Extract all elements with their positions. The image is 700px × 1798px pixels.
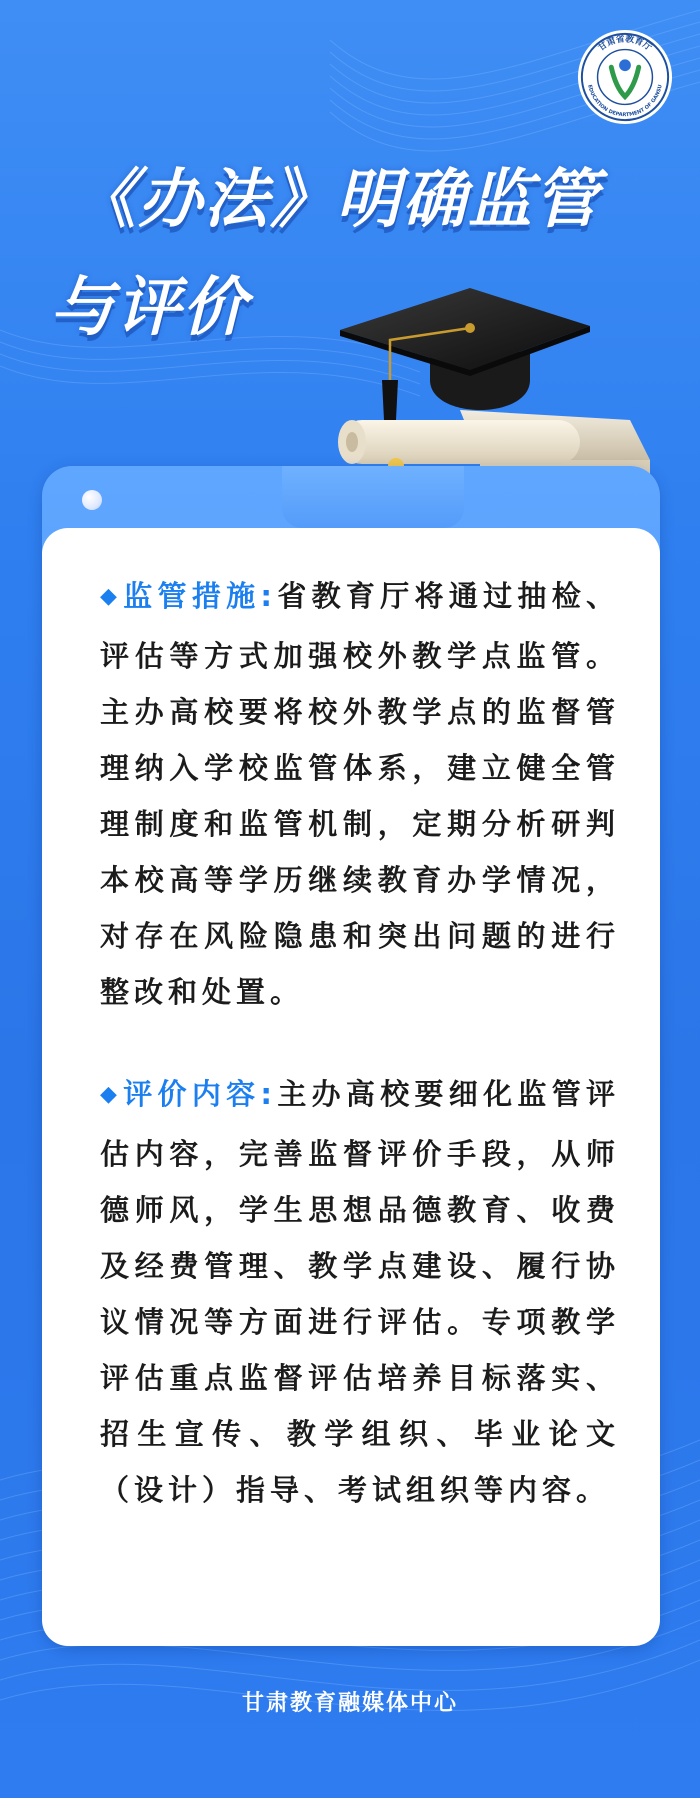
education-department-logo <box>576 28 674 126</box>
section-body: 主办高校要细化监管评估内容，完善监督评价手段，从师德师风，学生思想品德教育、收费及经费管理、教学点建设、履行协议情况等方面进行评估。专项教学评估重点监督评估培养目标落实、招生宣传、教学组织、毕业论文（设计）指导、考试组织等内容。 <box>100 1077 620 1507</box>
logo-ring-text-top: 甘肃省教育厅 <box>596 34 654 54</box>
section-heading: 评价内容: <box>123 1077 278 1111</box>
title-line-2: 与评价 <box>50 271 248 345</box>
title-line-1: 《办法》明确监管 <box>72 163 600 237</box>
footer-source: 甘肃教育融媒体中心 <box>241 1691 458 1716</box>
content-card <box>42 528 660 1646</box>
diamond-bullet-icon: ◆ <box>100 584 118 609</box>
section-evaluation <box>100 1066 620 1518</box>
logo-ring-text-bottom: EDUCATION DEPARTMENT OF GANSU <box>586 84 664 119</box>
section-heading: 监管措施: <box>123 579 278 613</box>
section-body: 省教育厅将通过抽检、评估等方式加强校外教学点监管。主办高校要将校外教学点的监督管理纳入学校监管体系，建立健全管理制度和监管机制，定期分析研判本校高等学历继续教育办学情况，对存在风险隐患和突出问题的进行整改和处置。 <box>100 579 620 1009</box>
card-top-tab <box>282 466 464 528</box>
diamond-bullet-icon: ◆ <box>100 1082 118 1107</box>
section-supervision <box>100 568 620 1020</box>
decorative-dot <box>82 490 102 510</box>
